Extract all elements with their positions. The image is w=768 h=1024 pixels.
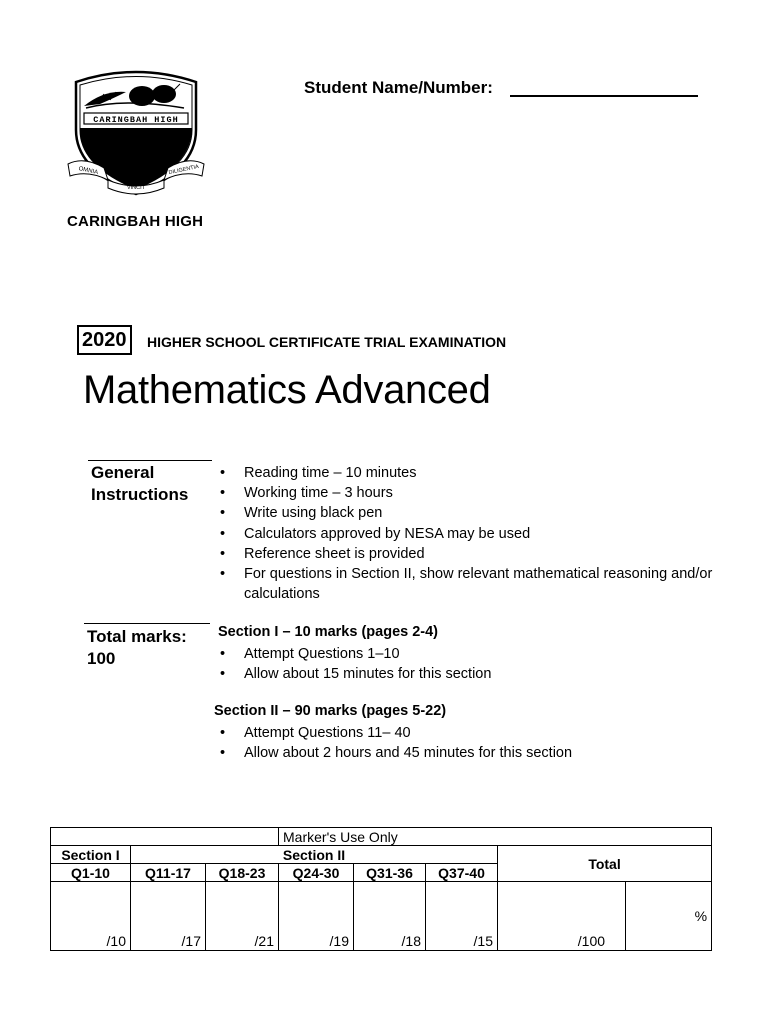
marker-caption: Marker's Use Only xyxy=(279,828,712,846)
column-header: Q1-10 xyxy=(51,864,131,882)
table-cell xyxy=(51,828,279,846)
subject-title: Mathematics Advanced xyxy=(83,368,491,412)
motto-bottom-text: VINCIT xyxy=(126,185,146,191)
percent-cell[interactable] xyxy=(626,882,712,951)
score-cell[interactable]: /15 xyxy=(426,882,498,951)
motto-right-text: DILIGENTIA xyxy=(168,163,200,177)
divider xyxy=(84,623,210,624)
crest-banner-text: CARINGBAH HIGH xyxy=(93,115,179,125)
list-item: • Attempt Questions 11– 40 xyxy=(218,723,698,743)
school-crest xyxy=(64,68,208,200)
total-marks-heading xyxy=(87,626,212,670)
heading-line: Instructions xyxy=(91,485,189,504)
total-marks-value: 100 xyxy=(87,649,116,668)
student-name-label: Student Name/Number: xyxy=(304,78,493,97)
exam-title: HIGHER SCHOOL CERTIFICATE TRIAL EXAMINATION xyxy=(147,334,507,350)
column-header: Q18-23 xyxy=(206,864,279,882)
school-name: CARINGBAH HIGH xyxy=(67,213,204,230)
total-marks-label: Total marks: xyxy=(87,627,187,646)
list-item: • Attempt Questions 1–10 xyxy=(218,644,698,664)
student-name-line[interactable] xyxy=(510,95,698,97)
score-cell[interactable]: /18 xyxy=(354,882,426,951)
section1-header: Section I xyxy=(51,846,131,864)
list-item: • Allow about 2 hours and 45 minutes for this section xyxy=(218,743,698,763)
score-cell[interactable]: /17 xyxy=(131,882,206,951)
list-item: • Reading time – 10 minutes xyxy=(218,463,718,483)
score-cell[interactable]: /21 xyxy=(206,882,279,951)
section2-list xyxy=(218,723,698,763)
score-cell[interactable]: /10 xyxy=(51,882,131,951)
general-instructions-list xyxy=(218,463,718,604)
heading-line: General xyxy=(91,463,155,482)
column-header: Q37-40 xyxy=(426,864,498,882)
column-header: Q31-36 xyxy=(354,864,426,882)
general-instructions-heading xyxy=(91,462,211,506)
section1-list xyxy=(218,644,698,684)
list-item: • For questions in Section II, show relevant mathematical reasoning and/or calculations xyxy=(218,564,718,604)
list-item: • Write using black pen xyxy=(218,503,718,523)
column-header: Q11-17 xyxy=(131,864,206,882)
list-item: • Allow about 15 minutes for this section xyxy=(218,664,698,684)
column-header: Q24-30 xyxy=(279,864,354,882)
percent-sign: % xyxy=(694,908,708,924)
score-cell[interactable]: /19 xyxy=(279,882,354,951)
section1-title: Section I – 10 marks (pages 2-4) xyxy=(218,624,439,640)
divider xyxy=(88,460,212,461)
total-score-cell[interactable]: /100 xyxy=(498,882,626,951)
list-item: • Calculators approved by NESA may be used xyxy=(218,524,718,544)
total-header: Total xyxy=(498,846,712,882)
list-item: • Working time – 3 hours xyxy=(218,483,718,503)
exam-year: 2020 xyxy=(77,325,132,355)
section2-title: Section II – 90 marks (pages 5-22) xyxy=(214,703,447,719)
marker-table xyxy=(50,827,712,951)
list-item: • Reference sheet is provided xyxy=(218,544,718,564)
section2-header: Section II xyxy=(131,846,498,864)
motto-left-text: OMNIA xyxy=(77,166,99,177)
